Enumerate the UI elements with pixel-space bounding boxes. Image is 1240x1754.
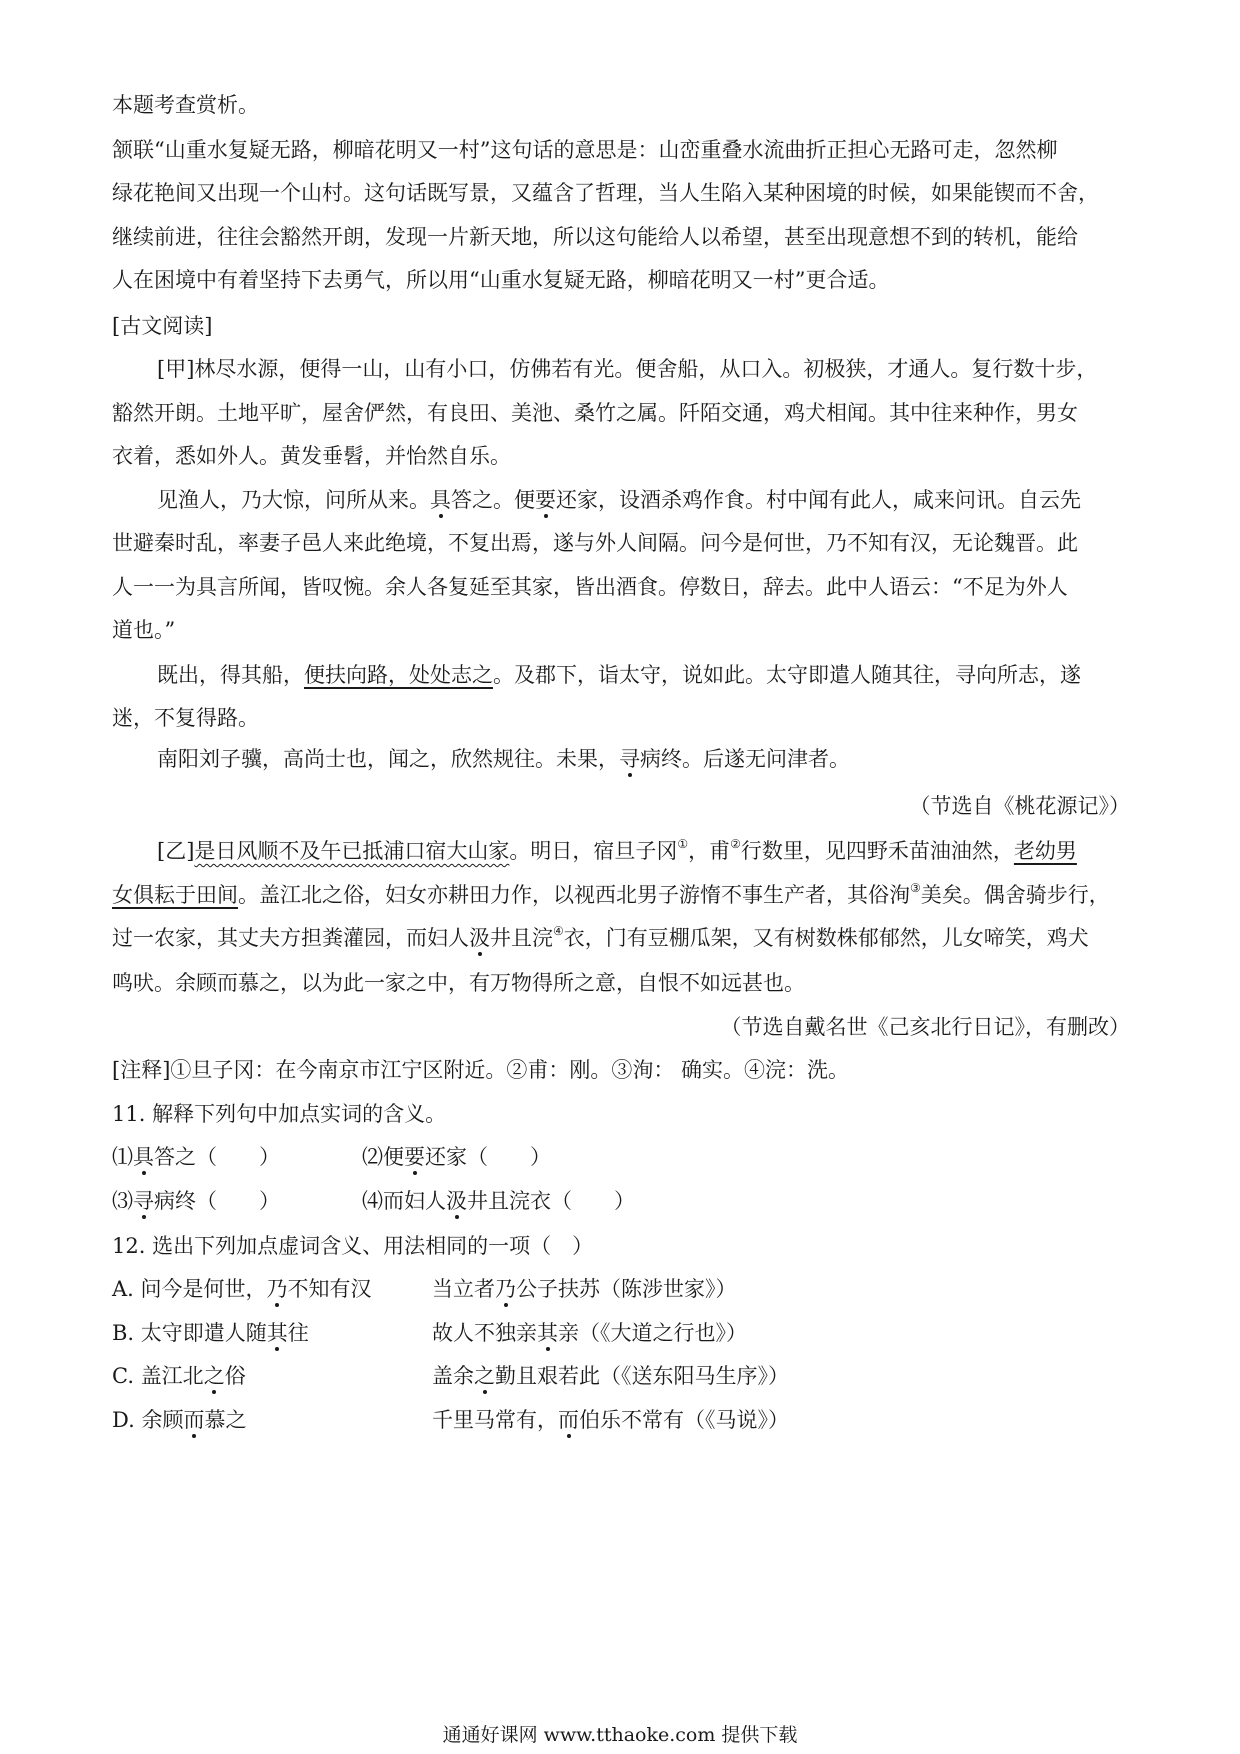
dotted-word-ji: 汲 <box>469 926 490 950</box>
text-run: 盖余 <box>432 1364 474 1388</box>
text-run: 病终。后遂无问津者。 <box>640 747 850 771</box>
dotted-word-zhi: 之 <box>474 1364 495 1388</box>
yi-source: （节选自戴名世《己亥北行日记》，有删改） <box>720 1015 1130 1039</box>
option-label[interactable]: B. <box>112 1321 135 1345</box>
dotted-word-xun: 寻 <box>133 1189 154 1213</box>
jia-p2-line-1 <box>157 485 1132 515</box>
text-run: ⑷而妇人 <box>362 1189 446 1213</box>
text-run: 既出，得其船， <box>157 663 304 687</box>
text-run: 过一农家，其丈夫方担粪灌园，而妇人 <box>112 926 469 950</box>
question-11-item-2 <box>362 1142 662 1172</box>
text-run: 美矣。偶舍骑步行， <box>920 883 1110 907</box>
dotted-word-yao: 要 <box>404 1145 425 1169</box>
text-run: ⑵便 <box>362 1145 404 1169</box>
yi-line-4: 鸣吠。余顾而慕之，以为此一家之中，有万物得所之意，自恨不如远甚也。 <box>112 971 805 995</box>
jia-p2-line-2: 世避秦时乱，率妻子邑人来此绝境，不复出焉，遂与外人间隔。问今是何世，乃不知有汉，无论魏晋。此 <box>112 531 1078 555</box>
text-run: 往 <box>287 1321 309 1345</box>
option-c-right <box>432 1361 932 1391</box>
dotted-word-xun: 寻 <box>619 747 640 771</box>
text-run: ⑶ <box>112 1189 133 1213</box>
intro-line-1: 本题考查赏析。 <box>112 93 259 117</box>
option-d-left <box>112 1405 432 1435</box>
underlined-sentence: 老幼男 <box>1013 839 1077 863</box>
option-a-left <box>112 1274 432 1304</box>
text-run: 勤且艰若此（《送东阳马生序》） <box>495 1364 789 1388</box>
text-run: 俗 <box>224 1364 246 1388</box>
jia-p2-line-3: 人一一为具言所闻，皆叹惋。余人各复延至其家，皆出酒食。停数日，辞去。此中人语云：“不足为外人 <box>112 575 1068 599</box>
answer-blank[interactable]: 答之（ ） <box>154 1145 280 1169</box>
intro-line-4: 继续前进，往往会豁然开朗，发现一片新天地，所以这句能给人以希望，甚至出现意想不到的转机，能给 <box>112 225 1078 249</box>
text-run: 南阳刘子骥，高尚士也，闻之，欣然规往。未果， <box>157 747 619 771</box>
text-run: ⑴ <box>112 1145 133 1169</box>
dotted-word-ju: 具 <box>430 488 451 512</box>
text-run: 伯乐不常有（《马说》） <box>579 1408 789 1432</box>
text-run: 亲（《大道之行也》） <box>558 1321 747 1345</box>
question-11-stem: 11. 解释下列句中加点实词的含义。 <box>112 1102 447 1126</box>
text-run: 问今是何世， <box>140 1277 267 1301</box>
text-run: 见渔人，乃大惊，问所从来。 <box>157 488 430 512</box>
option-c-left <box>112 1361 432 1391</box>
option-d-right <box>432 1405 932 1435</box>
dotted-word-er: 而 <box>558 1408 579 1432</box>
text-run: 答之。便 <box>451 488 535 512</box>
question-11-item-4 <box>362 1186 682 1216</box>
answer-blank[interactable]: 病终（ ） <box>154 1189 280 1213</box>
question-11-item-3 <box>112 1186 332 1216</box>
dotted-word-er: 而 <box>183 1408 205 1432</box>
yi-line-2 <box>112 880 1132 910</box>
text-run: [乙] <box>157 839 195 863</box>
jia-p3-line-1 <box>157 660 1132 690</box>
question-11-item-1 <box>112 1142 332 1172</box>
text-run: ，甫 <box>688 839 731 863</box>
intro-line-5: 人在困境中有着坚持下去勇气，所以用“山重水复疑无路，柳暗花明又一村”更合适。 <box>112 268 890 292</box>
jia-source: （节选自《桃花源记》） <box>909 794 1130 818</box>
text-run: 太守即遣人随 <box>140 1321 267 1345</box>
jia-p3-line-2: 迷，不复得路。 <box>112 706 259 730</box>
annotation-notes: [注释]①旦子冈：在今南京市江宁区附近。②甫：刚。③洵： 确实。④浣：洗。 <box>112 1058 850 1082</box>
note-ref-1: ① <box>677 837 689 851</box>
answer-blank[interactable]: 还家（ ） <box>425 1145 551 1169</box>
text-run: 盖江北 <box>140 1364 204 1388</box>
text-run: 慕之 <box>204 1408 247 1432</box>
underlined-sentence: 女俱耘于田间 <box>112 883 238 907</box>
text-run: 。及郡下，诣太守，说如此。太守即遣人随其往，寻向所志，遂 <box>493 663 1081 687</box>
text-run: 。盖江北之俗，妇女亦耕田力作，以视西北男子游惰不事生产者，其俗洵 <box>238 883 910 907</box>
answer-blank[interactable]: 井且浣衣（ ） <box>467 1189 635 1213</box>
text-run: 千里马常有， <box>432 1408 558 1432</box>
option-label[interactable]: A. <box>112 1277 134 1301</box>
note-ref-2: ② <box>730 837 741 851</box>
option-a-right <box>432 1274 932 1304</box>
dotted-word-ji: 汲 <box>446 1189 467 1213</box>
option-label[interactable]: D. <box>112 1408 135 1432</box>
wavy-underlined-sentence: 是日风顺不及午已抵浦口宿大山家 <box>194 839 510 863</box>
dotted-word-ju: 具 <box>133 1145 154 1169</box>
option-label[interactable]: C. <box>112 1364 134 1388</box>
option-b-left <box>112 1318 432 1348</box>
yi-line-3 <box>112 923 1132 953</box>
note-ref-3: ③ <box>910 881 921 895</box>
text-run: 。明日，宿旦子冈 <box>509 839 678 863</box>
page-footer: 通通好课网 www.tthaoke.com 提供下载 <box>442 1724 798 1746</box>
dotted-word-qi: 其 <box>537 1321 558 1345</box>
jia-p1-line-1: [甲]林尽水源，便得一山，山有小口，仿佛若有光。便舍船，从口入。初极狭，才通人。复行数十步， <box>157 357 1098 381</box>
text-run: 当立者 <box>432 1277 495 1301</box>
intro-line-3: 绿花艳间又出现一个山村。这句话既写景，又蕴含了哲理，当人生陷入某种困境的时候，如果能锲而不舍， <box>112 181 1099 205</box>
question-12-stem: 12. 选出下列加点虚词含义、用法相同的一项（ ） <box>112 1234 594 1258</box>
text-run: 故人不独亲 <box>432 1321 537 1345</box>
underlined-sentence: 便扶向路，处处志之 <box>304 663 493 687</box>
text-run: 还家，设酒杀鸡作食。村中闻有此人，咸来问讯。自云先 <box>556 488 1081 512</box>
jia-p4-line-1 <box>157 744 1132 774</box>
intro-line-2: 颔联“山重水复疑无路，柳暗花明又一村”这句话的意思是：山峦重叠水流曲折正担心无路可走，忽然柳 <box>112 138 1058 162</box>
dotted-word-qi: 其 <box>266 1321 288 1345</box>
dotted-word-nai: 乃 <box>495 1277 516 1301</box>
text-run: 行数里，见四野禾苗油油然， <box>740 839 1014 863</box>
jia-p1-line-3: 衣着，悉如外人。黄发垂髫，并怡然自乐。 <box>112 444 511 468</box>
note-ref-4: ④ <box>553 924 564 938</box>
dotted-word-nai: 乃 <box>266 1277 288 1301</box>
text-run: 不知有汉 <box>287 1277 372 1301</box>
option-b-right <box>432 1318 932 1348</box>
text-run: 余顾 <box>141 1408 184 1432</box>
dotted-word-zhi: 之 <box>203 1364 225 1388</box>
text-run: 井且浣 <box>490 926 553 950</box>
jia-p1-line-2: 豁然开朗。土地平旷，屋舍俨然，有良田、美池、桑竹之属。阡陌交通，鸡犬相闻。其中往来种作，男女 <box>112 401 1078 425</box>
dotted-word-yao: 要 <box>535 488 556 512</box>
section-heading: [古文阅读] <box>112 314 213 338</box>
jia-p2-line-4: 道也。” <box>112 618 176 642</box>
yi-line-1 <box>157 836 1132 866</box>
text-run: 公子扶苏（陈涉世家》） <box>516 1277 737 1301</box>
text-run: 衣，门有豆棚瓜架，又有树数株郁郁然，儿女啼笑，鸡犬 <box>563 926 1089 950</box>
